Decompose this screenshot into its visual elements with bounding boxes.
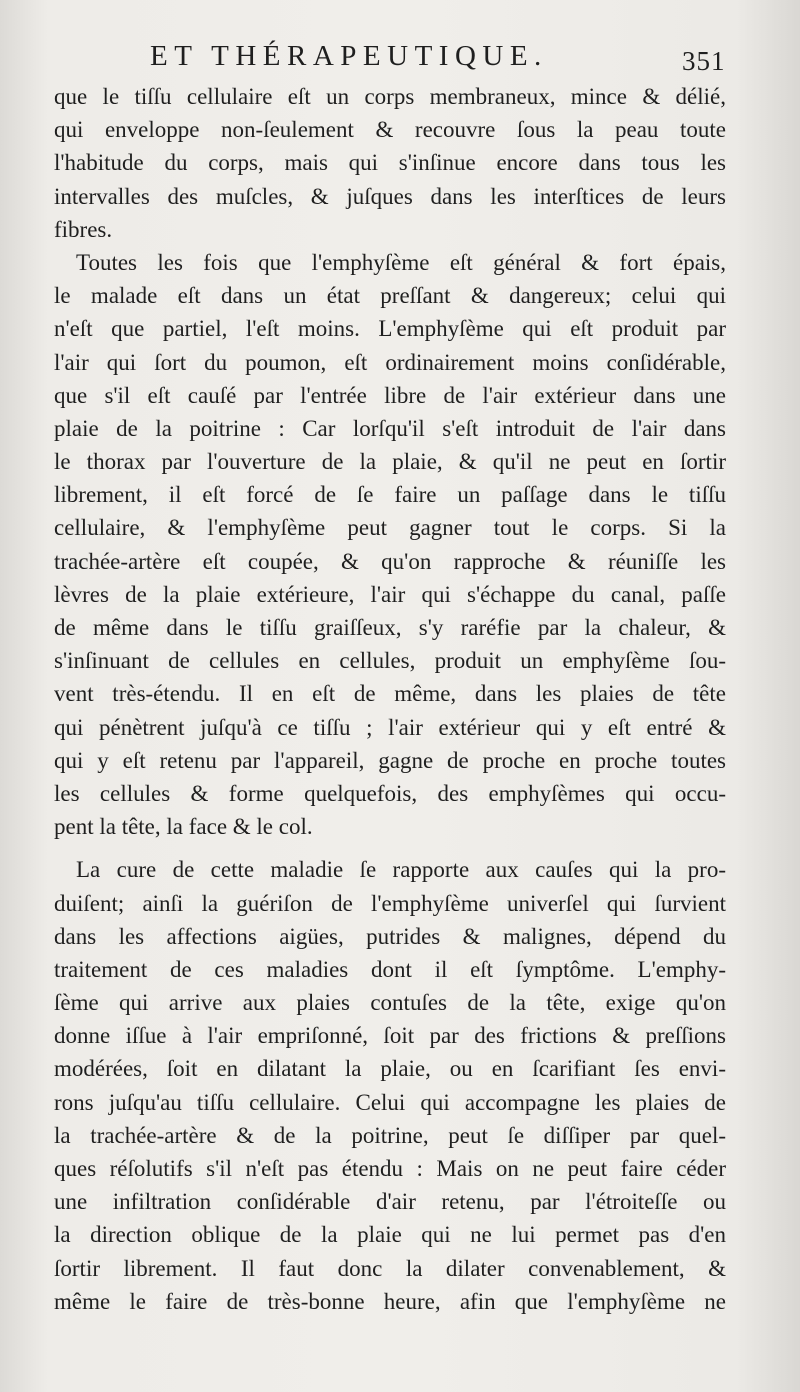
- paragraph-2: [54, 246, 726, 843]
- text-line: vent très-étendu. Il en eſt de même, dans les plaies de tête: [54, 681, 726, 707]
- text-line: qui y eſt retenu par l'appareil, gagne de proche en proche toutes: [54, 747, 726, 773]
- text-line: trachée-artère eſt coupée, & qu'on rapproche & réuniſſe les: [54, 548, 726, 574]
- running-head: ET THÉRAPEUTIQUE.: [150, 40, 548, 72]
- text-line: fibres.: [54, 216, 113, 242]
- text-line: cellulaire, & l'emphyſème peut gagner tout le corps. Si la: [54, 515, 726, 541]
- text-line: la trachée-artère & de la poitrine, peut ſe diſſiper par quel-: [54, 1122, 726, 1148]
- text-line: ques réſolutifs s'il n'eſt pas étendu : Mais on ne peut faire céder: [54, 1156, 726, 1181]
- text-line: ſème qui arrive aux plaies contuſes de la tête, exige qu'on: [54, 990, 726, 1016]
- paragraph-3: [54, 853, 726, 1318]
- text-line: donne iſſue à l'air empriſonné, ſoit par des frictions & preſſions: [54, 1023, 726, 1049]
- text-line: Toutes les fois que l'emphyſème eſt général & fort épais,: [76, 249, 726, 275]
- text-line: lèvres de la plaie extérieure, l'air qui s'échappe du canal, paſſe: [54, 581, 726, 607]
- text-line: le malade eſt dans un état preſſant & dangereux; celui qui: [54, 283, 726, 309]
- text-line: pent la tête, la face & le col.: [54, 814, 313, 840]
- text-line: l'habitude du corps, mais qui s'inſinue encore dans tous les: [54, 150, 726, 176]
- text-line: le thorax par l'ouverture de la plaie, & qu'il ne peut en ſortir: [54, 449, 726, 475]
- page-number: 351: [682, 46, 726, 76]
- text-line: une infiltration conſidérable d'air retenu, par l'étroiteſſe ou: [54, 1189, 726, 1215]
- text-line: même le faire de très-bonne heure, afin que l'emphyſème ne: [54, 1288, 726, 1314]
- text-line: La cure de cette maladie ſe rapporte aux cauſes qui la pro-: [76, 857, 726, 883]
- text-line: qui enveloppe non-ſeulement & recouvre ſous la peau toute: [54, 117, 726, 143]
- text-line: de même dans le tiſſu graiſſeux, s'y raréfie par la chaleur, &: [54, 615, 726, 640]
- text-line: que s'il eſt cauſé par l'entrée libre de l'air extérieur dans une: [54, 382, 726, 408]
- body-text: [54, 80, 726, 1318]
- text-line: s'inſinuant de cellules en cellules, produit un emphyſème ſou-: [54, 648, 726, 674]
- text-line: l'air qui ſort du poumon, eſt ordinairement moins conſidérable,: [54, 349, 726, 375]
- page-header: [150, 40, 800, 80]
- text-line: duiſent; ainſi la guériſon de l'emphyſème univerſel qui ſurvient: [54, 890, 726, 916]
- text-line: la direction oblique de la plaie qui ne lui permet pas d'en: [54, 1222, 726, 1248]
- text-line: n'eſt que partiel, l'eſt moins. L'emphyſème qui eſt produit par: [54, 316, 726, 342]
- text-line: dans les affections aigües, putrides & malignes, dépend du: [54, 923, 726, 949]
- text-line: librement, il eſt forcé de ſe faire un paſſage dans le tiſſu: [54, 482, 726, 508]
- text-line: qui pénètrent juſqu'à ce tiſſu ; l'air extérieur qui y eſt entré &: [54, 714, 726, 740]
- text-line: ſortir librement. Il faut donc la dilater convenablement, &: [54, 1255, 726, 1281]
- text-line: que le tiſſu cellulaire eſt un corps membraneux, mince & délié,: [54, 84, 726, 109]
- text-line: les cellules & forme quelquefois, des emphyſèmes qui occu-: [54, 780, 726, 806]
- text-line: modérées, ſoit en dilatant la plaie, ou en ſcarifiant ſes envi-: [54, 1056, 726, 1082]
- text-line: rons juſqu'au tiſſu cellulaire. Celui qui accompagne les plaies de: [54, 1089, 726, 1115]
- text-line: plaie de la poitrine : Car lorſqu'il s'eſt introduit de l'air dans: [54, 415, 726, 441]
- text-line: traitement de ces maladies dont il eſt ſymptôme. L'emphy-: [54, 956, 726, 982]
- text-line: intervalles des muſcles, & juſques dans les interſtices de leurs: [54, 183, 726, 209]
- paragraph-1: [54, 80, 726, 246]
